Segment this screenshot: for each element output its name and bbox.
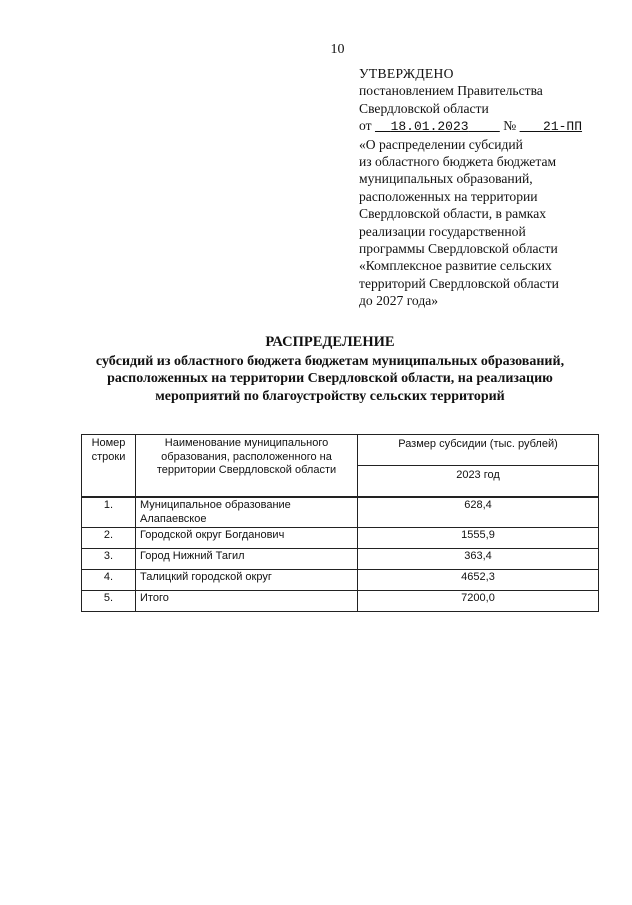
approval-line: постановлением Правительства [359,83,543,99]
header-amount: Размер субсидии (тыс. рублей) [358,435,599,466]
row-value: 628,4 [358,497,599,528]
header-number: Номер строки [82,435,136,498]
approval-line: «Комплексное развитие сельских [359,258,552,274]
row-value: 363,4 [358,549,599,570]
table-row [82,497,599,528]
approval-date: 18.01.2023 [390,119,469,135]
approval-date-line [359,117,599,135]
header-name: Наименование муниципального образования, расположенного на территории Свердловской области [136,435,358,498]
approval-line: до 2027 года» [359,293,439,309]
document-heading [60,334,600,405]
approval-block [359,65,599,310]
row-number: 1. [82,497,136,528]
row-number: 2. [82,528,136,549]
approval-line: территорий Свердловской области [359,275,559,291]
table-row [82,549,599,570]
row-number: 4. [82,570,136,591]
row-value: 1555,9 [358,528,599,549]
heading-line: расположенных на территории Свердловской области, на реализацию [107,371,553,386]
header-year: 2023 год [358,466,599,498]
approval-from: от [359,118,372,134]
row-name: Город Нижний Тагил [136,549,358,570]
heading-line: субсидий из областного бюджета бюджетам муниципальных образований, [95,353,565,369]
row-value: 4652,3 [358,570,599,591]
row-name: Городской округ Богданович [136,528,358,549]
row-value: 7200,0 [358,591,599,612]
table-row [82,591,599,612]
page-number: 10 [330,42,345,57]
table-row [82,528,599,549]
approval-line: муниципальных образований, [359,171,533,187]
approval-line: «О распределении субсидий [359,136,523,152]
distribution-table [81,434,599,612]
table-row [82,570,599,591]
approval-title: УТВЕРЖДЕНО [359,66,454,81]
approval-line: реализации государственной [359,223,526,239]
approval-number-sign: № [503,118,517,134]
row-number: 3. [82,549,136,570]
approval-line: Свердловской области, в рамках [359,206,547,222]
row-name: Итого [136,591,358,612]
approval-line: программы Свердловской области [359,241,558,257]
heading-title: РАСПРЕДЕЛЕНИЕ [265,334,395,350]
approval-line: расположенных на территории [359,188,538,204]
approval-line: из областного бюджета бюджетам [359,154,557,170]
table-header-row [82,435,599,466]
approval-number: 21-ПП [543,119,583,135]
row-number: 5. [82,591,136,612]
row-name: Муниципальное образование Алапаевское [136,497,358,528]
approval-line: Свердловской области [359,100,489,116]
heading-line: мероприятий по благоустройству сельских территорий [155,388,505,404]
row-name: Талицкий городской округ [136,570,358,591]
